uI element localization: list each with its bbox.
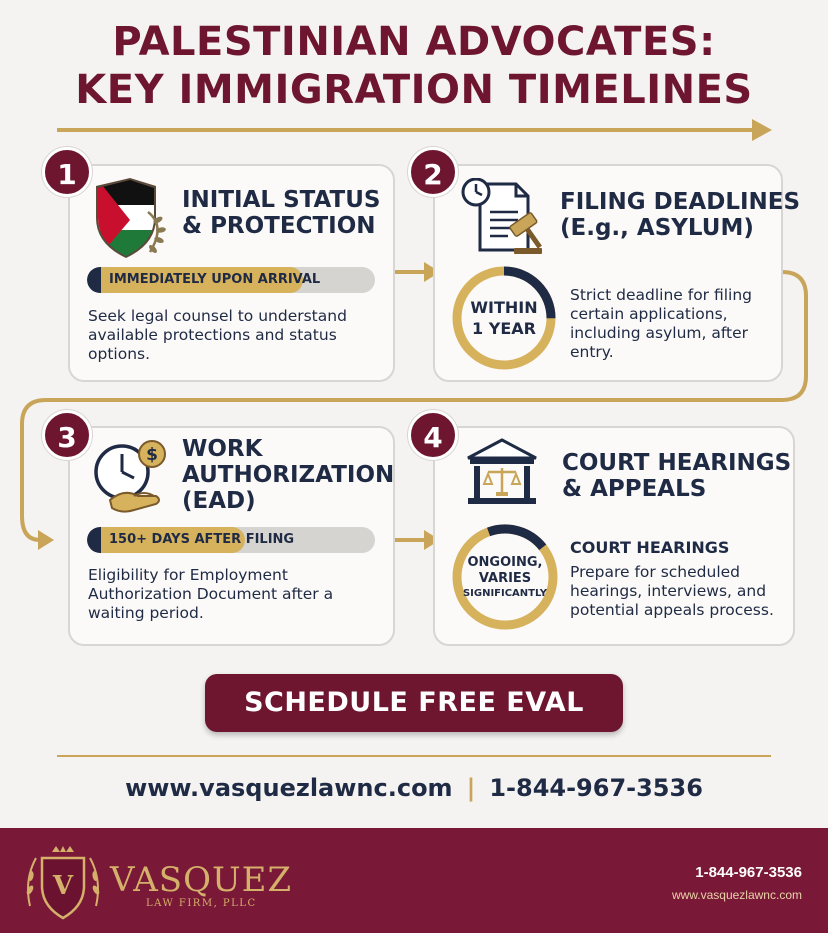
timeline-bar-1 xyxy=(87,267,375,293)
step-title-2-line-1: FILING DEADLINES xyxy=(560,189,801,215)
description-2-line-1: Strict deadline for filing xyxy=(570,286,753,304)
timeline-label-2 xyxy=(451,297,557,339)
step-title-1-line-1: INITIAL STATUS xyxy=(182,187,381,213)
step-title-2-line-2: (E.g., ASYLUM) xyxy=(560,215,754,241)
step-title-3-line-1: WORK xyxy=(182,436,263,462)
timeline-label-4 xyxy=(451,555,559,600)
description-4-line-3: potential appeals process. xyxy=(570,601,774,619)
step-title-4-line-1: COURT HEARINGS xyxy=(562,450,792,476)
footer-website-link[interactable]: www.vasquezlawnc.com xyxy=(671,888,802,902)
website-link[interactable]: www.vasquezlawnc.com xyxy=(125,774,453,802)
schedule-eval-button[interactable]: SCHEDULE FREE EVAL xyxy=(205,674,623,732)
step-title-4 xyxy=(562,450,791,502)
step-title-1 xyxy=(182,187,381,239)
step-number-1: 1 xyxy=(42,147,92,197)
svg-text:V: V xyxy=(52,871,74,901)
description-4-line-1: Prepare for scheduled xyxy=(570,563,741,581)
timeline-bar-3 xyxy=(87,527,375,553)
description-3-line-1: Eligibility for Employment xyxy=(88,566,288,584)
phone-link[interactable]: 1-844-967-3536 xyxy=(489,774,703,802)
contact-line xyxy=(0,770,828,806)
step-description-4 xyxy=(570,563,774,620)
step-title-3-line-3: (EAD) xyxy=(182,488,256,514)
footer-phone-link[interactable]: 1-844-967-3536 xyxy=(695,864,802,881)
clock-handshake-icon xyxy=(90,438,174,518)
timeline-label-3: 150+ DAYS AFTER FILING xyxy=(109,532,295,547)
step-number-2: 2 xyxy=(408,147,458,197)
description-2-line-4: entry. xyxy=(570,343,614,361)
step-number-3: 3 xyxy=(42,410,92,460)
footer xyxy=(0,828,828,933)
step-title-2 xyxy=(560,189,800,241)
timeline-2-line-1: WITHIN xyxy=(470,298,538,317)
step-description-1 xyxy=(88,307,347,364)
description-4-line-2: hearings, interviews, and xyxy=(570,582,767,600)
timeline-4-line-3: SIGNIFICANTLY xyxy=(462,588,548,599)
contact-separator: | xyxy=(466,774,476,802)
description-3-line-2: Authorization Document after a xyxy=(88,585,334,603)
svg-text:$: $ xyxy=(146,445,158,465)
step-description-2 xyxy=(570,286,752,362)
law-firm-crest-icon xyxy=(22,844,104,924)
step-number-4: 4 xyxy=(408,410,458,460)
step-title-4-line-2: & APPEALS xyxy=(562,476,707,502)
top-arrow-icon xyxy=(0,0,828,150)
title-line-1: PALESTINIAN ADVOCATES: xyxy=(112,19,716,65)
document-gavel-icon xyxy=(458,178,550,256)
timeline-4-line-2: VARIES xyxy=(478,571,532,586)
description-1-line-2: available protections and status xyxy=(88,326,337,344)
step-description-heading-4: COURT HEARINGS xyxy=(570,538,730,557)
step-title-3-line-2: AUTHORIZATION xyxy=(182,462,395,488)
description-1-line-1: Seek legal counsel to understand xyxy=(88,307,347,325)
title-line-2: KEY IMMIGRATION TIMELINES xyxy=(75,67,753,113)
step-title-3 xyxy=(182,436,394,514)
divider xyxy=(57,755,771,757)
description-1-line-3: options. xyxy=(88,345,151,363)
description-3-line-3: waiting period. xyxy=(88,604,204,622)
description-2-line-2: certain applications, xyxy=(570,305,728,323)
brand-subtitle: LAW FIRM, PLLC xyxy=(146,898,257,909)
timeline-4-line-1: ONGOING, xyxy=(467,555,543,570)
courthouse-scales-icon xyxy=(464,438,540,510)
brand-name: VASQUEZ xyxy=(110,860,293,900)
step-title-1-line-2: & PROTECTION xyxy=(182,213,376,239)
palestine-shield-icon xyxy=(90,178,170,258)
timeline-2-line-2: 1 YEAR xyxy=(472,319,536,338)
description-2-line-3: including asylum, after xyxy=(570,324,749,342)
timeline-label-1: IMMEDIATELY UPON ARRIVAL xyxy=(109,272,321,287)
step-description-3 xyxy=(88,566,333,623)
